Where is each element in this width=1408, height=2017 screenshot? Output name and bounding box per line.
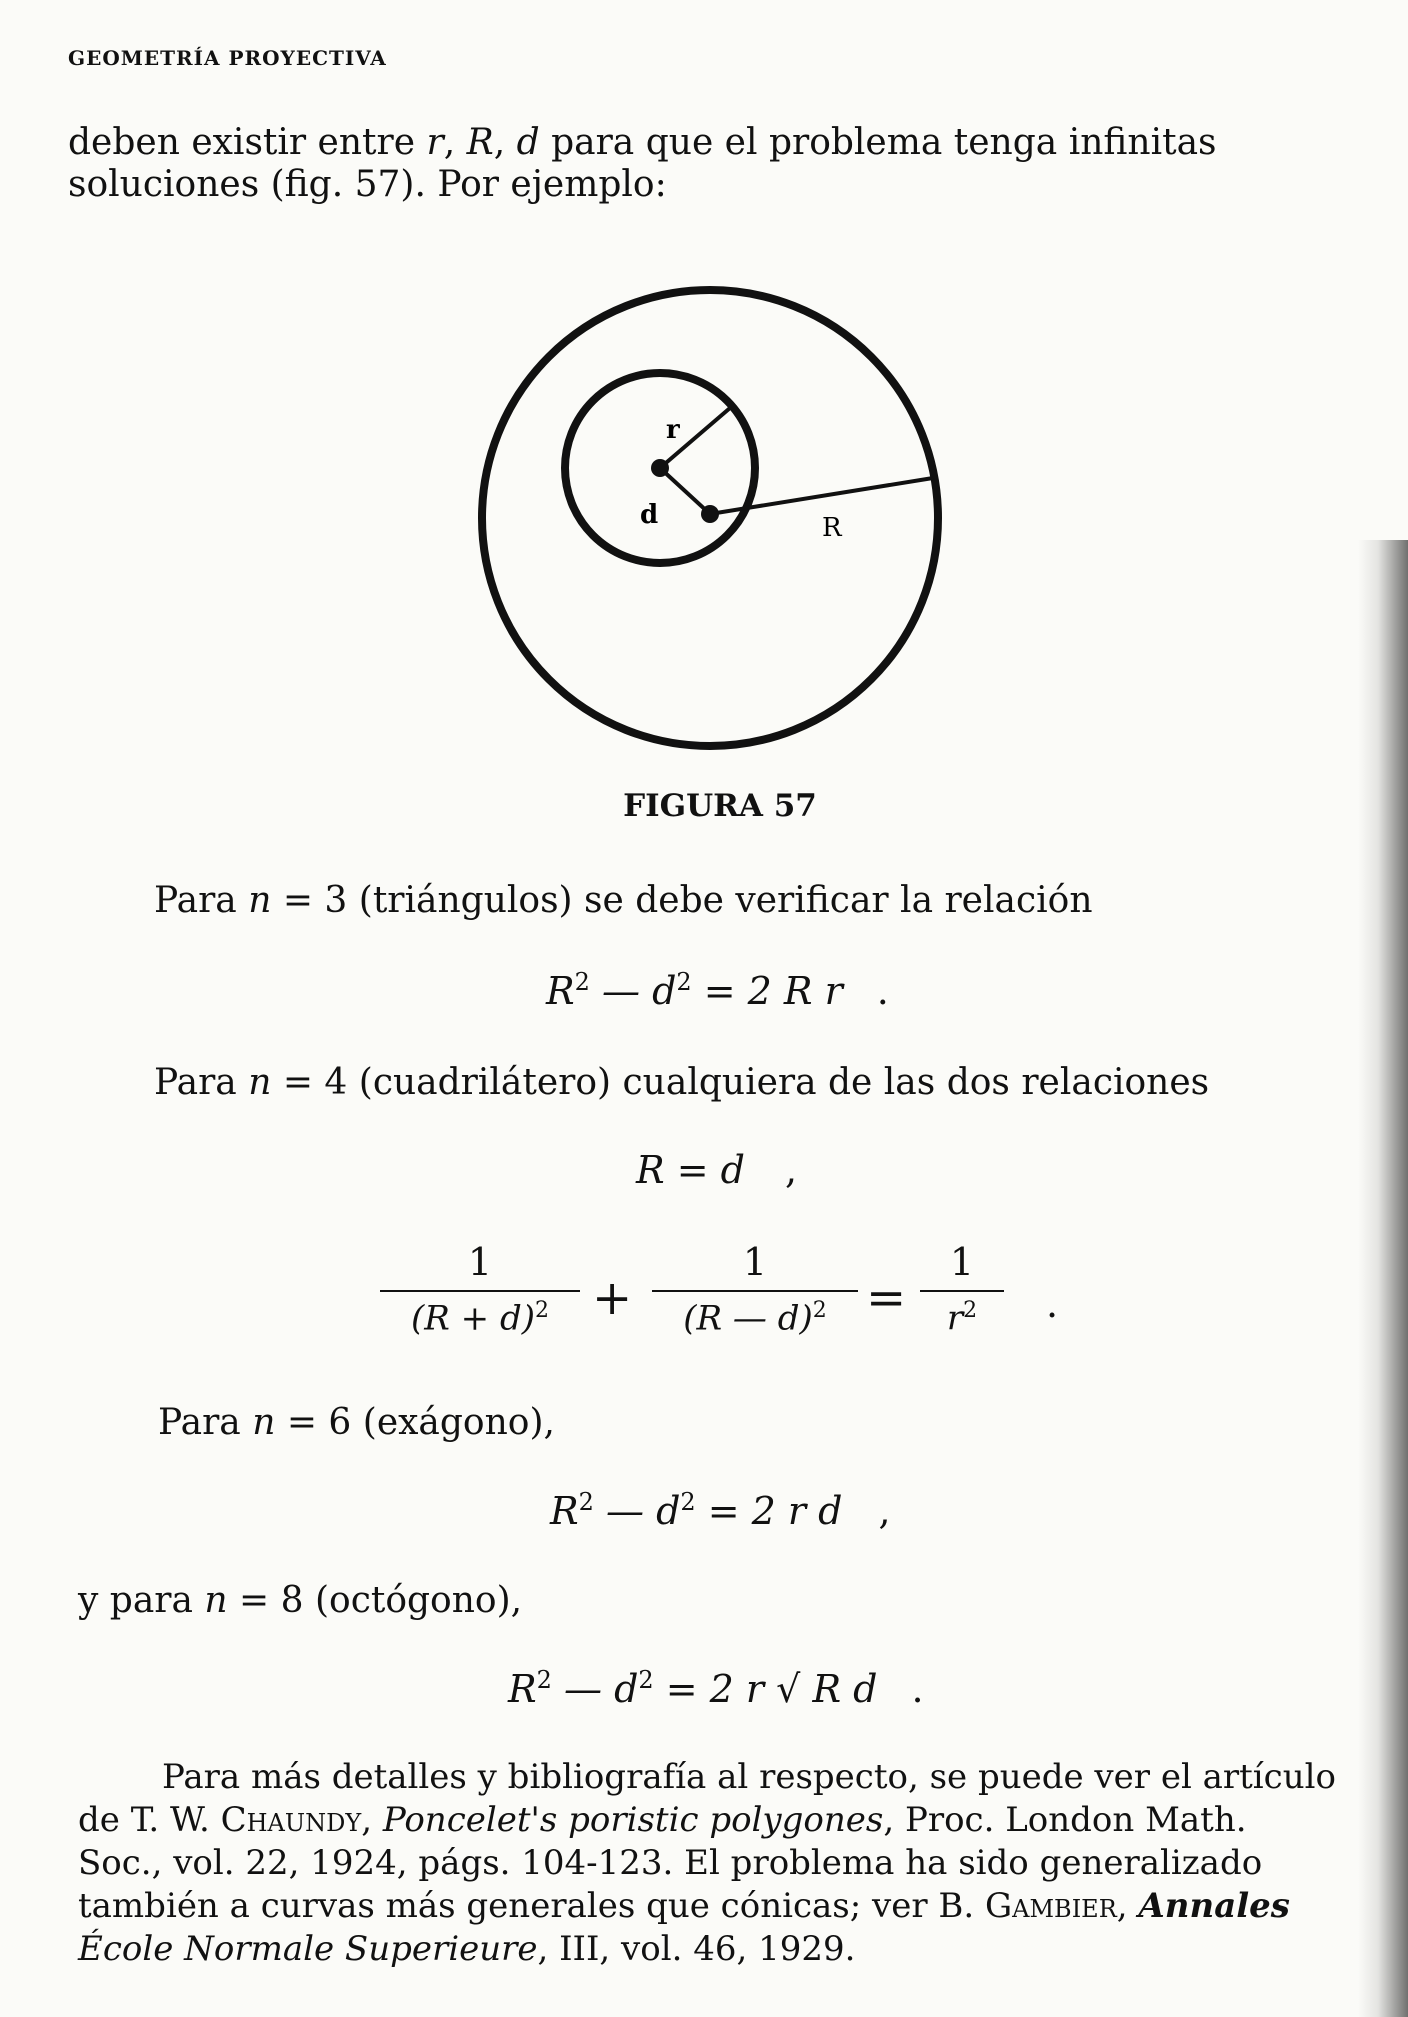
equals-sign: = (866, 1270, 907, 1326)
fraction-3: 1 $r^2$ (920, 1240, 1004, 1338)
bib-line4: también a curvas más generales que cónicas; ver B. Gambier, Annales (78, 1886, 1290, 1926)
figure-caption: FIGURA 57 (623, 788, 817, 824)
radius-R-line (710, 478, 933, 514)
figure-57-diagram (470, 278, 950, 758)
running-header: GEOMETRÍA PROYECTIVA (68, 46, 387, 70)
case-n6-text: Para n = 6 (exágono), (158, 1402, 555, 1443)
case-n4-text: Para n = 4 (cuadrilátero) cualquiera de las dos relaciones (154, 1062, 1210, 1103)
equation-n4-b-punct: . (1046, 1282, 1059, 1326)
label-r: r (666, 415, 680, 445)
plus-sign: + (592, 1270, 633, 1326)
bib-line3: Soc., vol. 22, 1924, págs. 104-123. El problema ha sido generalizado (78, 1843, 1263, 1883)
intro-line2: soluciones (fig. 57). Por ejemplo: (68, 164, 667, 205)
label-d: d (640, 500, 659, 530)
equation-n6: $R^2$ — $d^2 = 2$ r d , (550, 1488, 891, 1533)
bib-line5: École Normale Superieure, III, vol. 46, 1929. (78, 1929, 856, 1969)
equation-n4-a: R = d , (636, 1148, 798, 1192)
bib-line1: Para más detalles y bibliografía al respecto, se puede ver el artículo (162, 1757, 1336, 1797)
fraction-1: 1 $(R + d)^2$ (380, 1240, 580, 1338)
bibliography-paragraph (78, 1756, 1363, 1971)
intro-paragraph (68, 122, 1353, 206)
intro-line1: deben existir entre r, R, d para que el problema tenga infinitas (68, 122, 1217, 163)
page-edge-shadow (1358, 540, 1408, 2017)
bib-line2: de T. W. Chaundy, Poncelet's poristic polygones, Proc. London Math. (78, 1800, 1247, 1840)
case-n3-text: Para n = 3 (triángulos) se debe verificar la relación (154, 880, 1093, 921)
outer-center-dot (701, 505, 719, 523)
equation-n3: $R^2$ — $d^2 = 2$ R r . (546, 968, 889, 1013)
label-R: R (822, 513, 842, 543)
fraction-2: 1 (R — d)$^2$ (652, 1240, 858, 1338)
case-n8-text: y para n = 8 (octógono), (78, 1580, 523, 1621)
inner-center-dot (651, 459, 669, 477)
equation-n8: $R^2$ — $d^2 = 2$ r √ R d . (508, 1666, 924, 1711)
distance-d-line (660, 468, 710, 514)
